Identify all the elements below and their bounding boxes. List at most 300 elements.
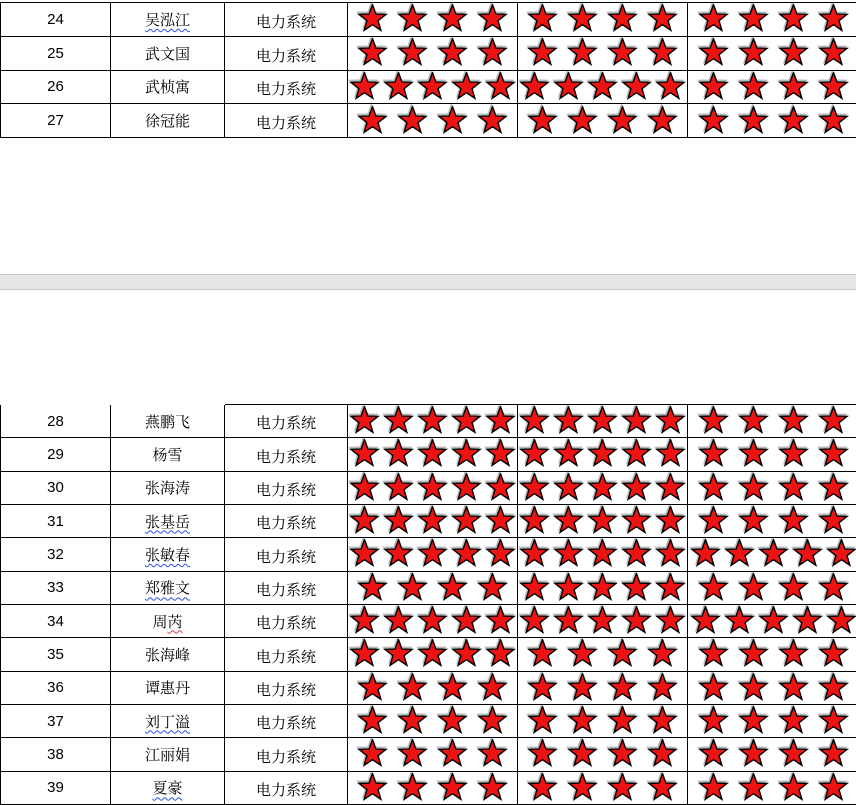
star-icon[interactable] [416,439,449,469]
star-icon[interactable] [606,673,639,703]
star-icon[interactable] [697,639,730,669]
star-icon[interactable] [817,439,850,469]
star-icon[interactable] [620,72,653,102]
star-icon[interactable] [526,673,559,703]
star-icon[interactable] [586,606,619,636]
rating-cell-3[interactable] [688,538,856,570]
star-icon[interactable] [620,506,653,536]
star-icon[interactable] [382,539,415,569]
star-icon[interactable] [817,673,850,703]
star-icon[interactable] [737,506,770,536]
star-icon[interactable] [476,38,509,68]
star-icon[interactable] [348,72,381,102]
star-icon[interactable] [777,4,810,34]
star-icon[interactable] [777,739,810,769]
star-icon[interactable] [654,539,687,569]
rating-cell-3[interactable] [688,605,856,637]
star-icon[interactable] [777,639,810,669]
star-icon[interactable] [382,72,415,102]
department-cell[interactable]: 电力系统 [225,71,348,104]
star-icon[interactable] [518,439,551,469]
star-icon[interactable] [526,739,559,769]
star-icon[interactable] [356,573,389,603]
department-cell[interactable]: 电力系统 [225,472,348,504]
rating-cell-2[interactable] [518,772,688,804]
star-icon[interactable] [566,639,599,669]
star-icon[interactable] [737,4,770,34]
star-icon[interactable] [566,739,599,769]
rating-cell-1[interactable] [348,738,518,770]
star-icon[interactable] [476,573,509,603]
row-number-cell[interactable]: 24 [1,3,111,36]
star-icon[interactable] [396,706,429,736]
star-icon[interactable] [620,573,653,603]
star-icon[interactable] [737,739,770,769]
star-icon[interactable] [552,406,585,436]
student-name-cell[interactable] [111,3,225,36]
star-icon[interactable] [526,706,559,736]
star-icon[interactable] [654,439,687,469]
star-icon[interactable] [484,539,517,569]
star-icon[interactable] [697,739,730,769]
star-icon[interactable] [777,38,810,68]
star-icon[interactable] [620,539,653,569]
star-icon[interactable] [817,406,850,436]
rating-cell-3[interactable] [688,572,856,604]
star-icon[interactable] [737,773,770,803]
row-number-cell[interactable]: 26 [1,71,111,104]
star-icon[interactable] [484,506,517,536]
department-cell[interactable]: 电力系统 [225,772,348,804]
department-cell[interactable]: 电力系统 [225,37,348,70]
rating-cell-3[interactable] [688,405,856,437]
star-icon[interactable] [476,773,509,803]
star-icon[interactable] [737,406,770,436]
star-icon[interactable] [586,406,619,436]
star-icon[interactable] [791,606,824,636]
star-icon[interactable] [484,606,517,636]
star-icon[interactable] [356,773,389,803]
star-icon[interactable] [697,573,730,603]
star-icon[interactable] [697,673,730,703]
star-icon[interactable] [586,473,619,503]
star-icon[interactable] [450,439,483,469]
star-icon[interactable] [552,606,585,636]
rating-cell-3[interactable] [688,672,856,704]
star-icon[interactable] [348,639,381,669]
star-icon[interactable] [825,539,856,569]
star-icon[interactable] [552,539,585,569]
star-icon[interactable] [436,38,469,68]
rating-cell-2[interactable] [518,405,688,437]
star-icon[interactable] [817,38,850,68]
student-name-cell[interactable] [111,638,225,670]
star-icon[interactable] [737,72,770,102]
star-icon[interactable] [566,673,599,703]
rating-cell-1[interactable] [348,672,518,704]
star-icon[interactable] [566,706,599,736]
student-name-cell[interactable] [111,705,225,737]
star-icon[interactable] [436,773,469,803]
star-icon[interactable] [552,473,585,503]
star-icon[interactable] [606,639,639,669]
star-icon[interactable] [450,406,483,436]
star-icon[interactable] [697,506,730,536]
rating-cell-3[interactable] [688,505,856,537]
star-icon[interactable] [484,439,517,469]
star-icon[interactable] [396,573,429,603]
row-number-cell[interactable]: 32 [1,538,111,570]
row-number-cell[interactable]: 30 [1,472,111,504]
star-icon[interactable] [552,573,585,603]
rating-cell-2[interactable] [518,738,688,770]
star-icon[interactable] [396,38,429,68]
star-icon[interactable] [817,4,850,34]
row-number-cell[interactable]: 38 [1,738,111,770]
rating-cell-1[interactable] [348,572,518,604]
star-icon[interactable] [777,439,810,469]
rating-cell-2[interactable] [518,472,688,504]
star-icon[interactable] [697,72,730,102]
rating-cell-3[interactable] [688,71,856,104]
rating-cell-2[interactable] [518,705,688,737]
rating-cell-2[interactable] [518,71,688,104]
star-icon[interactable] [348,506,381,536]
star-icon[interactable] [777,72,810,102]
student-name-cell[interactable] [111,405,225,437]
rating-cell-1[interactable] [348,37,518,70]
star-icon[interactable] [348,606,381,636]
star-icon[interactable] [396,773,429,803]
star-icon[interactable] [348,439,381,469]
star-icon[interactable] [396,739,429,769]
star-icon[interactable] [757,539,790,569]
star-icon[interactable] [620,606,653,636]
star-icon[interactable] [382,406,415,436]
star-icon[interactable] [518,406,551,436]
rating-cell-3[interactable] [688,705,856,737]
star-icon[interactable] [476,673,509,703]
star-icon[interactable] [646,106,679,136]
star-icon[interactable] [552,439,585,469]
star-icon[interactable] [566,4,599,34]
star-icon[interactable] [586,573,619,603]
star-icon[interactable] [817,72,850,102]
rating-cell-2[interactable] [518,37,688,70]
star-icon[interactable] [817,773,850,803]
star-icon[interactable] [791,539,824,569]
row-number-cell[interactable]: 25 [1,37,111,70]
star-icon[interactable] [586,506,619,536]
row-number-cell[interactable]: 36 [1,672,111,704]
star-icon[interactable] [526,38,559,68]
row-number-cell[interactable]: 39 [1,772,111,804]
star-icon[interactable] [396,673,429,703]
star-icon[interactable] [654,72,687,102]
star-icon[interactable] [777,473,810,503]
rating-cell-3[interactable] [688,438,856,470]
rating-cell-2[interactable] [518,505,688,537]
star-icon[interactable] [484,639,517,669]
star-icon[interactable] [450,506,483,536]
star-icon[interactable] [697,773,730,803]
star-icon[interactable] [646,773,679,803]
star-icon[interactable] [737,473,770,503]
row-number-cell[interactable]: 29 [1,438,111,470]
star-icon[interactable] [620,473,653,503]
rating-cell-2[interactable] [518,672,688,704]
star-icon[interactable] [606,706,639,736]
student-name-cell[interactable] [111,572,225,604]
star-icon[interactable] [646,739,679,769]
student-name-cell[interactable] [111,605,225,637]
rating-cell-2[interactable] [518,438,688,470]
rating-cell-3[interactable] [688,37,856,70]
star-icon[interactable] [356,706,389,736]
star-icon[interactable] [737,573,770,603]
star-icon[interactable] [436,573,469,603]
star-icon[interactable] [416,606,449,636]
star-icon[interactable] [436,673,469,703]
star-icon[interactable] [416,72,449,102]
page-break-band[interactable] [0,274,856,290]
rating-cell-1[interactable] [348,505,518,537]
star-icon[interactable] [382,473,415,503]
star-icon[interactable] [654,606,687,636]
star-icon[interactable] [646,38,679,68]
student-name-cell[interactable] [111,104,225,137]
star-icon[interactable] [586,439,619,469]
star-icon[interactable] [697,439,730,469]
rating-cell-1[interactable] [348,438,518,470]
star-icon[interactable] [646,673,679,703]
star-icon[interactable] [416,639,449,669]
star-icon[interactable] [777,406,810,436]
star-icon[interactable] [777,773,810,803]
star-icon[interactable] [817,639,850,669]
star-icon[interactable] [697,106,730,136]
star-icon[interactable] [476,106,509,136]
rating-cell-1[interactable] [348,104,518,137]
row-number-cell[interactable]: 35 [1,638,111,670]
star-icon[interactable] [450,639,483,669]
department-cell[interactable]: 电力系统 [225,605,348,637]
star-icon[interactable] [697,473,730,503]
star-icon[interactable] [817,739,850,769]
row-number-cell[interactable]: 34 [1,605,111,637]
star-icon[interactable] [450,606,483,636]
star-icon[interactable] [518,72,551,102]
row-number-cell[interactable]: 37 [1,705,111,737]
rating-cell-1[interactable] [348,3,518,36]
row-number-cell[interactable]: 28 [1,405,111,437]
star-icon[interactable] [606,773,639,803]
star-icon[interactable] [518,506,551,536]
star-icon[interactable] [817,573,850,603]
star-icon[interactable] [356,106,389,136]
department-cell[interactable]: 电力系统 [225,572,348,604]
star-icon[interactable] [566,38,599,68]
star-icon[interactable] [697,38,730,68]
star-icon[interactable] [526,773,559,803]
rating-cell-1[interactable] [348,705,518,737]
star-icon[interactable] [518,539,551,569]
star-icon[interactable] [654,573,687,603]
star-icon[interactable] [777,673,810,703]
row-number-cell[interactable]: 27 [1,104,111,137]
star-icon[interactable] [484,473,517,503]
star-icon[interactable] [697,706,730,736]
star-icon[interactable] [382,639,415,669]
star-icon[interactable] [817,106,850,136]
star-icon[interactable] [476,4,509,34]
star-icon[interactable] [620,439,653,469]
star-icon[interactable] [416,506,449,536]
row-number-cell[interactable]: 33 [1,572,111,604]
student-name-cell[interactable] [111,438,225,470]
student-name-cell[interactable] [111,772,225,804]
star-icon[interactable] [526,639,559,669]
star-icon[interactable] [646,706,679,736]
star-icon[interactable] [825,606,856,636]
star-icon[interactable] [586,72,619,102]
rating-cell-3[interactable] [688,104,856,137]
rating-cell-2[interactable] [518,3,688,36]
star-icon[interactable] [484,72,517,102]
star-icon[interactable] [606,4,639,34]
star-icon[interactable] [526,106,559,136]
star-icon[interactable] [518,573,551,603]
star-icon[interactable] [382,506,415,536]
star-icon[interactable] [817,706,850,736]
star-icon[interactable] [737,106,770,136]
rating-cell-1[interactable] [348,405,518,437]
student-name-cell[interactable] [111,738,225,770]
star-icon[interactable] [737,673,770,703]
star-icon[interactable] [526,4,559,34]
star-icon[interactable] [606,38,639,68]
star-icon[interactable] [777,573,810,603]
star-icon[interactable] [476,739,509,769]
star-icon[interactable] [356,4,389,34]
star-icon[interactable] [689,539,722,569]
rating-cell-3[interactable] [688,472,856,504]
star-icon[interactable] [348,539,381,569]
star-icon[interactable] [356,38,389,68]
star-icon[interactable] [777,106,810,136]
star-icon[interactable] [737,439,770,469]
department-cell[interactable]: 电力系统 [225,738,348,770]
star-icon[interactable] [777,706,810,736]
star-icon[interactable] [450,473,483,503]
department-cell[interactable]: 电力系统 [225,705,348,737]
star-icon[interactable] [620,406,653,436]
rating-cell-3[interactable] [688,638,856,670]
star-icon[interactable] [348,473,381,503]
rating-cell-3[interactable] [688,3,856,36]
star-icon[interactable] [436,106,469,136]
star-icon[interactable] [757,606,790,636]
star-icon[interactable] [436,706,469,736]
star-icon[interactable] [518,473,551,503]
rating-cell-3[interactable] [688,772,856,804]
student-name-cell[interactable] [111,672,225,704]
star-icon[interactable] [348,406,381,436]
star-icon[interactable] [737,639,770,669]
star-icon[interactable] [646,639,679,669]
department-cell[interactable]: 电力系统 [225,672,348,704]
star-icon[interactable] [436,739,469,769]
star-icon[interactable] [382,439,415,469]
row-number-cell[interactable]: 31 [1,505,111,537]
star-icon[interactable] [450,72,483,102]
star-icon[interactable] [646,4,679,34]
star-icon[interactable] [484,406,517,436]
star-icon[interactable] [450,539,483,569]
star-icon[interactable] [356,673,389,703]
rating-cell-2[interactable] [518,104,688,137]
student-name-cell[interactable] [111,538,225,570]
star-icon[interactable] [723,606,756,636]
star-icon[interactable] [566,106,599,136]
star-icon[interactable] [586,539,619,569]
department-cell[interactable]: 电力系统 [225,438,348,470]
student-name-cell[interactable] [111,472,225,504]
rating-cell-2[interactable] [518,605,688,637]
star-icon[interactable] [566,773,599,803]
star-icon[interactable] [552,506,585,536]
star-icon[interactable] [737,706,770,736]
rating-cell-1[interactable] [348,605,518,637]
rating-cell-1[interactable] [348,638,518,670]
rating-cell-2[interactable] [518,538,688,570]
star-icon[interactable] [654,406,687,436]
rating-cell-1[interactable] [348,772,518,804]
department-cell[interactable]: 电力系统 [225,104,348,137]
star-icon[interactable] [518,606,551,636]
star-icon[interactable] [396,4,429,34]
star-icon[interactable] [552,72,585,102]
star-icon[interactable] [382,606,415,636]
star-icon[interactable] [689,606,722,636]
star-icon[interactable] [737,38,770,68]
rating-cell-1[interactable] [348,71,518,104]
star-icon[interactable] [396,106,429,136]
star-icon[interactable] [654,473,687,503]
department-cell[interactable]: 电力系统 [225,3,348,36]
star-icon[interactable] [777,506,810,536]
department-cell[interactable]: 电力系统 [225,405,348,437]
student-name-cell[interactable] [111,505,225,537]
star-icon[interactable] [356,739,389,769]
department-cell[interactable]: 电力系统 [225,538,348,570]
rating-cell-2[interactable] [518,572,688,604]
rating-cell-1[interactable] [348,472,518,504]
star-icon[interactable] [606,106,639,136]
star-icon[interactable] [416,473,449,503]
star-icon[interactable] [817,506,850,536]
student-name-cell[interactable] [111,37,225,70]
star-icon[interactable] [416,539,449,569]
rating-cell-1[interactable] [348,538,518,570]
star-icon[interactable] [654,506,687,536]
star-icon[interactable] [416,406,449,436]
star-icon[interactable] [697,406,730,436]
student-name-cell[interactable] [111,71,225,104]
star-icon[interactable] [697,4,730,34]
star-icon[interactable] [606,739,639,769]
department-cell[interactable]: 电力系统 [225,505,348,537]
